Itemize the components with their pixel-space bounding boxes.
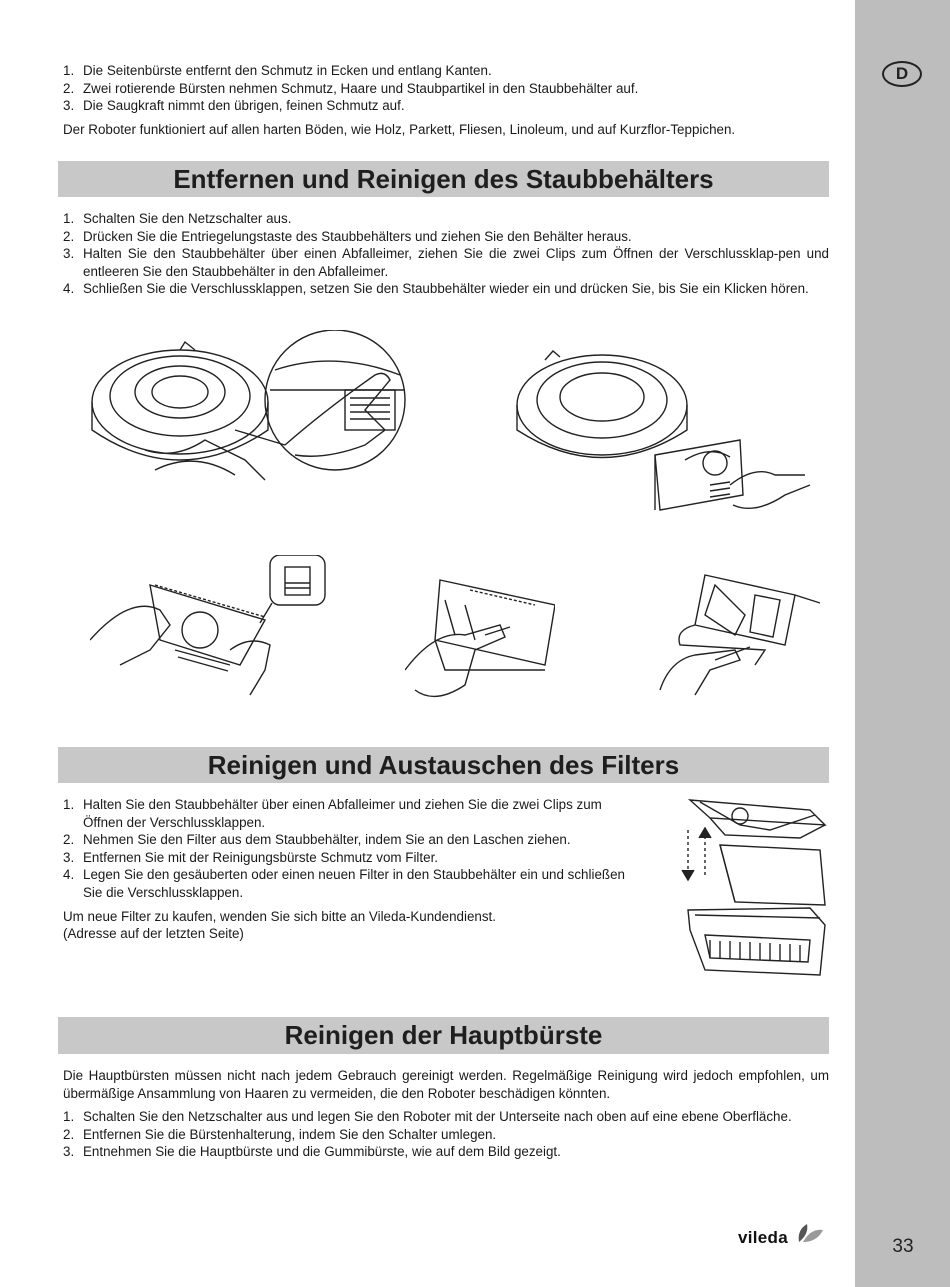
section1-steps — [63, 210, 829, 298]
section3-block — [63, 1067, 829, 1161]
list-item: 3. Die Saugkraft nimmt den übrigen, feinen Schmutz auf. — [63, 98, 405, 114]
vileda-logo — [738, 1228, 788, 1248]
intro-block — [63, 62, 829, 138]
brush-dustbin-illustration — [405, 575, 555, 705]
brand-wordmark: vileda — [738, 1228, 788, 1247]
list-item: 3. Entfernen Sie mit der Reinigungsbürste Schmutz vom Filter. — [63, 849, 439, 865]
intro-note: Der Roboter funktioniert auf allen harten Böden, wie Holz, Parkett, Fliesen, Linoleum, und auf Kurzflor-Teppichen. — [63, 121, 736, 137]
robot-dustbin-removed-illustration — [515, 345, 815, 520]
section2-list — [63, 796, 643, 902]
list-item: 2. Entfernen Sie die Bürstenhalterung, indem Sie den Schalter umlegen. — [63, 1126, 497, 1142]
language-badge: D — [882, 61, 922, 87]
open-dustbin-clips-illustration — [90, 555, 330, 700]
list-item: 2. Zwei rotierende Bürsten nehmen Schmutz, Haare und Staubpartikel in den Staubbehälter auf. — [63, 80, 639, 96]
list-item: 1. Die Seitenbürste entfernt den Schmutz in Ecken und entlang Kanten. — [63, 63, 492, 78]
list-item: 1. Schalten Sie den Netzschalter aus und legen Sie den Roboter mit der Unterseite nach oben auf eine ebene Oberfläche. — [63, 1109, 792, 1125]
filter-purchase-note: Um neue Filter zu kaufen, wenden Sie sich bitte an Vileda-Kundendienst. — [63, 908, 496, 924]
side-tab — [855, 0, 950, 1287]
page-number: 33 — [892, 1236, 914, 1257]
filter-address-note: (Adresse auf der letzten Seite) — [63, 926, 244, 942]
list-item: 4. Legen Sie den gesäuberten oder einen neuen Filter in den Staubbehälter ein und schließen Sie die Verschlussklappen. — [63, 867, 625, 900]
section-heading-filter: Reinigen und Austauschen des Filters — [58, 747, 829, 783]
empty-dustbin-illustration — [655, 565, 825, 705]
section1-list — [63, 210, 829, 298]
vileda-leaf-icon — [795, 1222, 825, 1244]
filter-replace-illustration — [680, 790, 830, 985]
list-item: 2. Nehmen Sie den Filter aus dem Staubbehälter, indem Sie an den Laschen ziehen. — [63, 832, 571, 848]
intro-list — [63, 62, 829, 115]
section3-list — [63, 1108, 829, 1161]
list-item: 3. Halten Sie den Staubbehälter über einen Abfalleimer, ziehen Sie die zwei Clips zum Öffnen der Verschlussklap-pen und entleeren Sie den Staubbehälter in den Abfalleimer. — [63, 246, 829, 279]
robot-release-dustbin-illustration — [85, 330, 445, 490]
list-item: 1. Schalten Sie den Netzschalter aus. — [63, 211, 292, 226]
section-heading-main-brush: Reinigen der Hauptbürste — [58, 1017, 829, 1054]
list-item: 2. Drücken Sie die Entriegelungstaste des Staubbehälters und ziehen Sie den Behälter heraus. — [63, 228, 632, 244]
list-item: 1. Halten Sie den Staubbehälter über einen Abfalleimer und ziehen Sie die zwei Clips zum Öffnen der Verschlussklappen. — [63, 797, 602, 830]
section2-steps — [63, 796, 643, 943]
list-item: 3. Entnehmen Sie die Hauptbürste und die Gummibürste, wie auf dem Bild gezeigt. — [63, 1144, 561, 1160]
section-heading-dustbin: Entfernen und Reinigen des Staubbehälters — [58, 161, 829, 197]
section3-intro: Die Hauptbürsten müssen nicht nach jedem Gebrauch gereinigt werden. Regelmäßige Reinigung wird jedoch empfohlen, um übermäßige Ansammlung von Haaren zu vermeiden, die den Roboter beschädigen könnten. — [63, 1068, 829, 1101]
list-item: 4. Schließen Sie die Verschlussklappen, setzen Sie den Staubbehälter wieder ein und drücken Sie, bis Sie ein Klicken hören. — [63, 281, 809, 297]
